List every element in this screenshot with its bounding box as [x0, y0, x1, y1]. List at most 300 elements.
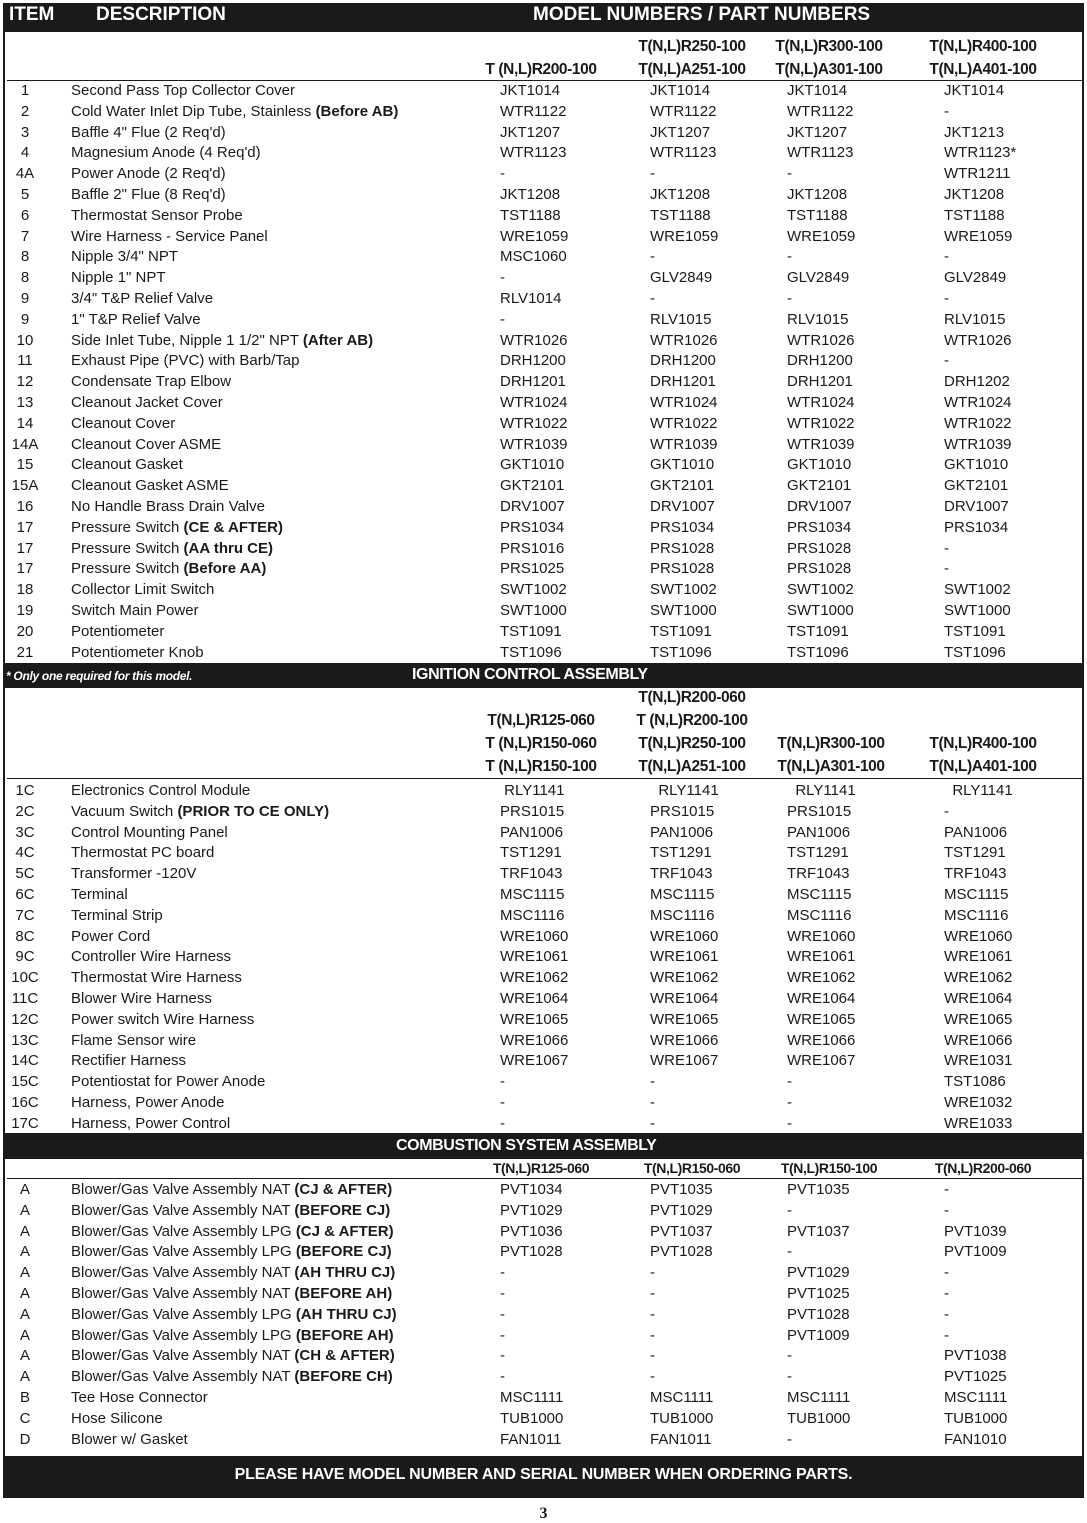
- description-text: Vacuum Switch: [71, 802, 178, 820]
- part-number: JKT1207: [787, 123, 848, 141]
- part-number: WRE1059: [650, 227, 719, 245]
- ign-model-3b: T(N,L)A301-100: [777, 758, 885, 775]
- part-description: [71, 415, 175, 432]
- part-number: WRE1033: [944, 1114, 1013, 1132]
- table-row: [0, 477, 1087, 498]
- part-number: GKT2101: [650, 477, 715, 495]
- description-text: Baffle 2" Flue (8 Req'd): [71, 186, 226, 203]
- item-number: 16C: [11, 1094, 39, 1111]
- part-number: MSC1111: [787, 1389, 851, 1406]
- part-number: -: [787, 1094, 792, 1111]
- serial-range: (CJ & AFTER): [294, 1181, 393, 1198]
- part-number: SWT1000: [500, 602, 567, 619]
- part-number: WRE1064: [787, 990, 856, 1007]
- part-number: WRE1062: [650, 969, 719, 987]
- item-number: 14: [16, 414, 34, 432]
- part-number: DRV1007: [650, 498, 715, 515]
- item-number: 19: [16, 602, 34, 619]
- table-row: [0, 165, 1087, 186]
- part-number: -: [500, 269, 505, 287]
- part-number: -: [944, 248, 949, 266]
- part-number: -: [944, 352, 949, 370]
- description-text: Potentiometer: [71, 622, 165, 640]
- part-number: WRE1062: [787, 969, 856, 987]
- part-number: -: [944, 290, 949, 307]
- item-number: 5: [20, 186, 30, 203]
- part-number: PVT1028: [650, 1243, 713, 1261]
- table-row: [0, 844, 1087, 865]
- header-description: DESCRIPTION: [96, 4, 226, 25]
- part-number: WTR1123: [650, 144, 717, 162]
- part-number: WRE1067: [787, 1052, 856, 1070]
- part-description: [71, 248, 178, 265]
- description-text: Pressure Switch: [71, 539, 184, 557]
- part-description: [71, 1327, 394, 1344]
- ign-model-1a: T(N,L)R125-060: [487, 712, 595, 729]
- part-description: [71, 290, 213, 307]
- part-number: TUB1000: [650, 1409, 714, 1427]
- part-number: RLY1141: [787, 782, 856, 799]
- description-text: Potentiometer Knob: [71, 643, 204, 661]
- part-number: GKT2101: [787, 477, 852, 495]
- part-number: PRS1034: [787, 518, 852, 536]
- item-number: 14C: [11, 1052, 39, 1070]
- part-number: TRF1043: [944, 865, 1007, 883]
- part-description: [71, 373, 231, 390]
- serial-range: (Before AB): [315, 102, 399, 120]
- part-number: TST1291: [944, 844, 1006, 862]
- item-number: 18: [16, 581, 34, 599]
- part-number: TST1091: [500, 622, 562, 640]
- table-row: [0, 1389, 1087, 1410]
- part-description: [71, 103, 398, 120]
- part-number: -: [787, 1201, 792, 1219]
- part-number: RLY1141: [650, 782, 719, 799]
- item-number: 8: [20, 248, 30, 266]
- part-number: PRS1034: [650, 518, 715, 536]
- part-number: WTR1024: [650, 394, 718, 411]
- part-number: WTR1024: [500, 394, 568, 411]
- part-number: PRS1015: [500, 802, 565, 820]
- part-description: [71, 928, 150, 945]
- item-number: A: [19, 1347, 30, 1365]
- part-description: [71, 782, 250, 799]
- part-description: [71, 865, 196, 882]
- description-text: Nipple 3/4" NPT: [71, 248, 179, 266]
- description-text: Pressure Switch: [71, 518, 184, 536]
- part-number: MSC1116: [650, 906, 715, 924]
- table-row: [0, 969, 1087, 990]
- part-number: -: [500, 1305, 505, 1323]
- part-description: [71, 1431, 188, 1448]
- part-number: PRS1028: [787, 560, 852, 578]
- part-number: WTR1122: [650, 102, 717, 120]
- part-number: WRE1060: [787, 927, 856, 945]
- part-number: -: [787, 290, 792, 307]
- part-number: WRE1066: [944, 1031, 1013, 1049]
- part-number: SWT1000: [650, 602, 717, 619]
- item-number: 15C: [11, 1073, 39, 1091]
- part-number: PVT1036: [500, 1222, 563, 1240]
- part-number: MSC1115: [650, 886, 715, 903]
- description-text: Thermostat Sensor Probe: [71, 206, 243, 224]
- part-description: [71, 311, 201, 328]
- table-row: [0, 82, 1087, 103]
- part-number: RLV1015: [650, 310, 712, 328]
- part-number: WTR1039: [787, 435, 855, 453]
- comb-model-1: T(N,L)R125-060: [492, 1160, 590, 1176]
- item-number: C: [19, 1409, 31, 1427]
- part-number: -: [944, 1285, 949, 1302]
- part-description: [71, 1347, 395, 1364]
- part-number: DRV1007: [500, 498, 565, 515]
- part-description: [71, 1243, 392, 1260]
- part-number: RLY1141: [944, 782, 1013, 799]
- part-number: PVT1035: [787, 1181, 850, 1198]
- part-number: PRS1034: [500, 518, 565, 536]
- part-number: PAN1006: [500, 823, 564, 841]
- item-number: 7: [20, 227, 30, 245]
- item-number: 12C: [11, 1010, 39, 1028]
- part-number: WTR1039: [650, 435, 718, 453]
- serial-range: (BEFORE CJ): [294, 1201, 391, 1219]
- part-number: WRE1060: [944, 927, 1013, 945]
- ign-model-1b: T (N,L)R150-060: [485, 735, 597, 752]
- item-number: A: [19, 1243, 30, 1261]
- part-number: PVT1039: [944, 1222, 1007, 1240]
- part-number: RLV1015: [787, 310, 849, 328]
- comb-model-2: T(N,L)R150-060: [643, 1160, 741, 1176]
- part-number: TST1096: [787, 643, 849, 661]
- table-row: [0, 1011, 1087, 1032]
- part-number: SWT1000: [944, 602, 1011, 619]
- table-row: [0, 623, 1087, 644]
- part-number: TST1188: [787, 206, 848, 224]
- table-row: [0, 269, 1087, 290]
- table-row: [0, 1094, 1087, 1115]
- table-row: [0, 948, 1087, 969]
- item-number: 6C: [15, 886, 35, 903]
- item-number: 6: [20, 206, 30, 224]
- part-number: TST1091: [650, 622, 712, 640]
- description-text: Blower/Gas Valve Assembly LPG: [71, 1326, 296, 1344]
- part-number: WRE1065: [944, 1010, 1013, 1028]
- description-text: Nipple 1" NPT: [71, 269, 166, 287]
- part-number: GKT1010: [787, 456, 852, 474]
- part-description: [71, 803, 329, 820]
- serial-range: (BEFORE CJ): [295, 1243, 392, 1261]
- part-number: TUB1000: [787, 1409, 851, 1427]
- part-number: WTR1122: [787, 102, 854, 120]
- part-number: MSC1111: [944, 1389, 1008, 1406]
- part-number: WRE1059: [944, 227, 1013, 245]
- item-number: A: [19, 1285, 30, 1302]
- part-number: TST1188: [500, 206, 561, 224]
- part-description: [71, 1223, 394, 1240]
- part-number: WTR1022: [944, 414, 1012, 432]
- table-row: [0, 886, 1087, 907]
- description-text: Blower/Gas Valve Assembly LPG: [71, 1243, 296, 1261]
- table-row: [0, 228, 1087, 249]
- ordering-note: PLEASE HAVE MODEL NUMBER AND SERIAL NUMBER WHEN ORDERING PARTS.: [234, 1466, 853, 1483]
- table-row: [0, 1202, 1087, 1223]
- item-number: 11C: [11, 990, 39, 1007]
- table-row: [0, 103, 1087, 124]
- part-number: MSC1115: [944, 886, 1009, 903]
- part-number: GKT2101: [944, 477, 1009, 495]
- description-text: Cleanout Jacket Cover: [71, 394, 223, 411]
- table-row: [0, 1073, 1087, 1094]
- part-description: [71, 124, 226, 141]
- part-number: -: [500, 1073, 505, 1091]
- part-description: [71, 1073, 265, 1090]
- part-number: TST1091: [787, 622, 849, 640]
- description-text: Rectifier Harness: [71, 1052, 187, 1070]
- part-number: DRH1202: [944, 373, 1010, 391]
- part-description: [71, 581, 214, 598]
- combustion-title: COMBUSTION SYSTEM ASSEMBLY: [396, 1137, 657, 1154]
- description-text: Harness, Power Anode: [71, 1094, 225, 1111]
- part-number: WRE1065: [650, 1010, 719, 1028]
- part-number: WRE1060: [650, 927, 719, 945]
- part-number: WTR1039: [500, 435, 568, 453]
- part-number: WTR1123: [500, 144, 567, 162]
- description-text: Blower Wire Harness: [71, 990, 212, 1007]
- part-number: WRE1061: [944, 948, 1013, 966]
- part-description: [71, 1011, 254, 1028]
- description-text: Cleanout Cover: [71, 414, 176, 432]
- table-row: [0, 1306, 1087, 1327]
- part-number: PVT1025: [787, 1285, 850, 1302]
- item-number: A: [19, 1326, 30, 1344]
- item-number: A: [19, 1305, 30, 1323]
- part-description: [71, 436, 221, 453]
- part-number: TST1091: [944, 622, 1006, 640]
- item-number: 13: [16, 394, 34, 411]
- part-description: [71, 1410, 163, 1427]
- part-number: -: [787, 1347, 792, 1365]
- description-text: Transformer -120V: [71, 865, 197, 883]
- description-text: Cleanout Cover ASME: [71, 435, 222, 453]
- part-number: -: [944, 560, 949, 578]
- part-number: TST1188: [650, 206, 711, 224]
- part-number: DRV1007: [787, 498, 852, 515]
- item-number: 8C: [15, 927, 35, 945]
- table-row: [0, 415, 1087, 436]
- main-header-rule: [7, 80, 1082, 81]
- table-row: [0, 436, 1087, 457]
- part-description: [71, 540, 273, 557]
- part-description: [71, 824, 228, 841]
- header-item: ITEM: [9, 4, 55, 25]
- table-row: [0, 1243, 1087, 1264]
- serial-range: (AH THRU CJ): [294, 1264, 396, 1282]
- part-number: -: [944, 1305, 949, 1323]
- description-text: Cold Water Inlet Dip Tube, Stainless: [71, 102, 316, 120]
- item-number: 15: [16, 456, 34, 474]
- part-number: GKT2101: [500, 477, 565, 495]
- item-number: 2C: [15, 802, 35, 820]
- part-number: -: [787, 1430, 792, 1448]
- part-number: DRV1007: [944, 498, 1009, 515]
- part-number: WRE1067: [500, 1052, 569, 1070]
- part-description: [71, 1306, 397, 1323]
- item-number: 3C: [15, 823, 35, 841]
- table-row: [0, 581, 1087, 602]
- part-number: WRE1065: [500, 1010, 569, 1028]
- part-number: -: [944, 102, 949, 120]
- part-description: [71, 602, 199, 619]
- part-description: [71, 948, 231, 965]
- part-number: -: [500, 310, 505, 328]
- main-model-4b: T(N,L)A401-100: [929, 61, 1037, 78]
- part-number: -: [787, 165, 792, 183]
- item-number: A: [19, 1368, 30, 1386]
- table-row: [0, 456, 1087, 477]
- part-description: [71, 623, 164, 640]
- part-number: TRF1043: [500, 865, 563, 883]
- part-number: -: [650, 1094, 655, 1111]
- part-description: [71, 82, 295, 99]
- item-number: 11: [17, 352, 33, 370]
- part-number: PRS1015: [650, 802, 715, 820]
- item-number: 9C: [15, 948, 35, 966]
- part-description: [71, 844, 214, 861]
- description-text: Blower/Gas Valve Assembly NAT: [71, 1285, 295, 1302]
- description-text: Exhaust Pipe (PVC) with Barb/Tap: [71, 352, 300, 370]
- description-text: Cleanout Gasket ASME: [71, 477, 229, 495]
- table-row: [0, 865, 1087, 886]
- part-number: -: [944, 1264, 949, 1282]
- part-number: DRH1200: [787, 352, 853, 370]
- part-number: -: [650, 1285, 655, 1302]
- description-text: Power Anode (2 Req'd): [71, 165, 226, 183]
- description-text: Power switch Wire Harness: [71, 1010, 255, 1028]
- part-number: -: [650, 248, 655, 266]
- description-text: Potentiostat for Power Anode: [71, 1073, 266, 1091]
- part-description: [71, 1389, 208, 1406]
- part-number: MSC1115: [787, 886, 852, 903]
- table-row: [0, 1347, 1087, 1368]
- item-number: 3: [20, 123, 30, 141]
- part-number: -: [650, 1073, 655, 1091]
- description-text: Thermostat Wire Harness: [71, 969, 242, 987]
- part-number: TST1291: [500, 844, 562, 862]
- part-description: [71, 332, 373, 349]
- part-number: TRF1043: [650, 865, 713, 883]
- table-row: [0, 394, 1087, 415]
- part-number: MSC1116: [944, 906, 1009, 924]
- table-row: [0, 824, 1087, 845]
- table-row: [0, 782, 1087, 803]
- part-number: WTR1026: [650, 331, 718, 349]
- part-number: JKT1208: [944, 186, 1005, 203]
- part-description: [71, 144, 261, 161]
- part-number: JKT1207: [500, 123, 561, 141]
- item-number: 1C: [15, 782, 35, 799]
- part-number: -: [500, 1094, 505, 1111]
- part-number: PVT1025: [944, 1368, 1007, 1386]
- table-row: [0, 1285, 1087, 1306]
- part-number: GKT1010: [500, 456, 565, 474]
- part-number: RLY1141: [500, 782, 565, 799]
- part-number: JKT1208: [650, 186, 711, 203]
- part-number: WTR1022: [650, 414, 718, 432]
- part-number: WRE1067: [650, 1052, 719, 1070]
- description-text: No Handle Brass Drain Valve: [71, 498, 265, 515]
- part-number: WTR1026: [787, 331, 855, 349]
- part-number: RLV1014: [500, 290, 562, 307]
- table-row: [0, 540, 1087, 561]
- part-description: [71, 477, 229, 494]
- part-description: [71, 1202, 390, 1219]
- serial-range: (CH & AFTER): [294, 1347, 395, 1365]
- table-row: [0, 144, 1087, 165]
- part-number: PRS1028: [650, 560, 715, 578]
- table-row: [0, 248, 1087, 269]
- item-number: A: [19, 1181, 30, 1198]
- part-number: JKT1014: [944, 82, 1005, 99]
- ign-model-1c: T (N,L)R150-100: [485, 758, 597, 775]
- part-number: -: [787, 248, 792, 266]
- table-row: [0, 352, 1087, 373]
- serial-range: (BEFORE CH): [294, 1368, 393, 1386]
- part-number: WRE1061: [650, 948, 719, 966]
- part-number: WRE1066: [500, 1031, 569, 1049]
- part-number: WTR1026: [500, 331, 568, 349]
- serial-range: (CE & AFTER): [183, 518, 283, 536]
- description-text: Blower/Gas Valve Assembly NAT: [71, 1181, 295, 1198]
- description-text: Cleanout Gasket: [71, 456, 183, 474]
- description-text: Baffle 4" Flue (2 Req'd): [71, 123, 226, 141]
- part-number: TST1096: [650, 643, 712, 661]
- part-description: [71, 1052, 186, 1069]
- part-number: WRE1059: [787, 227, 856, 245]
- part-number: JKT1014: [787, 82, 848, 99]
- part-number: WTR1123*: [944, 144, 1017, 162]
- part-number: PRS1028: [650, 539, 715, 557]
- part-number: WRE1064: [944, 990, 1013, 1007]
- part-number: WTR1039: [944, 435, 1012, 453]
- comb-model-3: T(N,L)R150-100: [780, 1160, 878, 1176]
- table-row: [0, 1327, 1087, 1348]
- main-model-3a: T(N,L)R300-100: [775, 38, 883, 55]
- part-number: GKT1010: [650, 456, 715, 474]
- serial-range: (BEFORE AH): [295, 1326, 394, 1344]
- item-number: A: [19, 1222, 30, 1240]
- part-number: PVT1038: [944, 1347, 1007, 1365]
- table-row: [0, 207, 1087, 228]
- part-number: JKT1207: [650, 123, 711, 141]
- part-description: [71, 1264, 395, 1281]
- part-number: GLV2849: [787, 269, 850, 287]
- part-number: WRE1061: [787, 948, 856, 966]
- part-number: -: [650, 1305, 655, 1323]
- part-number: WTR1024: [787, 394, 855, 411]
- part-number: -: [500, 1114, 505, 1132]
- part-description: [71, 969, 242, 986]
- item-number: 2: [20, 102, 30, 120]
- main-model-2b: T(N,L)A251-100: [638, 61, 746, 78]
- description-text: Blower/Gas Valve Assembly LPG: [71, 1305, 296, 1323]
- part-number: FAN1011: [500, 1430, 562, 1448]
- table-row: [0, 373, 1087, 394]
- part-number: -: [944, 539, 949, 557]
- part-number: WTR1026: [944, 331, 1012, 349]
- part-number: GLV2849: [650, 269, 713, 287]
- description-text: Terminal Strip: [71, 906, 163, 924]
- part-number: -: [650, 1368, 655, 1386]
